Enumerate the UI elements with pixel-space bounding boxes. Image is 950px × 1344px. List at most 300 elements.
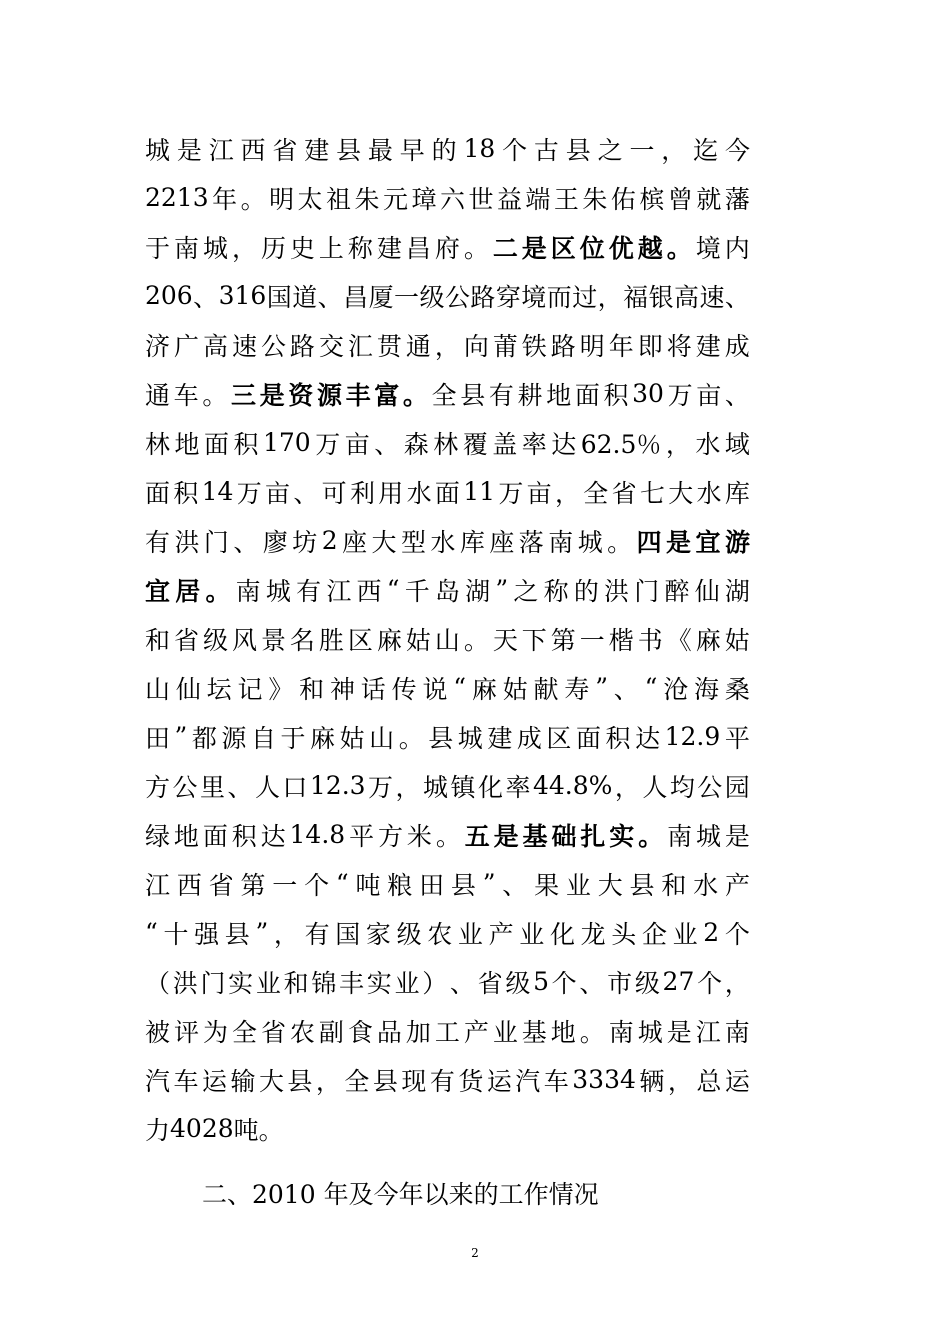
text-token: 将 <box>666 331 692 361</box>
text-token: 高 <box>674 282 700 312</box>
text-token: 昌 <box>343 282 369 312</box>
text-token: 西 <box>356 576 382 606</box>
text-token: 醉 <box>664 576 690 606</box>
bold-text-token: 优 <box>608 233 634 263</box>
text-token: 古 <box>533 135 559 165</box>
text-token: 万 <box>498 478 524 508</box>
text-token: 迄 <box>693 135 719 165</box>
text-token: 一 <box>629 135 655 165</box>
text-token: 公 <box>172 772 198 802</box>
text-token: 。 <box>463 233 489 263</box>
text-token: 就 <box>696 184 722 214</box>
text-token: 化 <box>549 919 575 949</box>
text-token: 个 <box>304 870 330 900</box>
text-token: 汇 <box>347 331 373 361</box>
text-token: 积 <box>231 821 257 851</box>
text-token: 运 <box>724 1066 750 1096</box>
text-token: 。 <box>607 527 633 557</box>
text-token: 记 <box>237 674 263 704</box>
page-number: 2 <box>471 1246 479 1260</box>
text-token: 今 <box>724 135 750 165</box>
text-token: ， <box>667 1066 693 1096</box>
text-token: 端 <box>525 184 551 214</box>
text-token: 利 <box>349 478 375 508</box>
text-token: 速 <box>231 331 257 361</box>
bold-text-token: 是 <box>666 527 692 557</box>
text-token: 库 <box>459 527 485 557</box>
text-token: 汽 <box>145 1066 171 1096</box>
text-token: 锦 <box>311 968 337 998</box>
text-token: 3334 <box>572 1065 636 1094</box>
bold-text-token: 区 <box>550 233 576 263</box>
text-token: 镇 <box>450 772 476 802</box>
text-token: 天 <box>492 625 518 655</box>
text-token: 城 <box>637 1017 663 1047</box>
text-line <box>145 1006 750 1055</box>
text-token: 南 <box>173 233 199 263</box>
text-token: 达 <box>551 429 577 459</box>
text-token: 2 <box>703 918 720 947</box>
text-token: 面 <box>575 723 601 753</box>
text-token: 仙 <box>175 674 201 704</box>
text-token: 面 <box>145 478 171 508</box>
text-token: 名 <box>289 625 315 655</box>
text-token: 是 <box>724 821 750 851</box>
text-token: 、 <box>724 282 750 312</box>
bold-text-token: 二 <box>492 233 518 263</box>
text-token: 朱 <box>354 184 380 214</box>
text-token: 城 <box>423 772 449 802</box>
text-token: 产 <box>724 870 750 900</box>
text-token: 级 <box>419 282 445 312</box>
text-token: 林 <box>145 429 171 459</box>
text-token: 福 <box>623 282 649 312</box>
text-token: 盖 <box>492 429 518 459</box>
text-token: ” <box>482 869 496 898</box>
bold-text-token: 础 <box>551 821 577 851</box>
text-token: 林 <box>433 429 459 459</box>
text-token: 、 <box>193 282 219 312</box>
text-token: 方 <box>378 821 404 851</box>
text-token: 个 <box>724 919 750 949</box>
text-token: 个 <box>697 968 723 998</box>
text-token: 170 <box>263 428 311 457</box>
text-token: ， <box>597 282 623 312</box>
text-token: 史 <box>289 233 315 263</box>
text-token: 产 <box>488 919 514 949</box>
text-token: 江 <box>208 135 234 165</box>
text-line <box>145 614 750 663</box>
text-token: 县 <box>336 135 362 165</box>
text-token: 11 <box>463 477 496 506</box>
text-line <box>145 467 750 516</box>
text-token: 县 <box>629 870 655 900</box>
text-token: 之 <box>513 576 539 606</box>
text-token: “ <box>453 673 467 702</box>
text-token: 企 <box>641 919 667 949</box>
text-token: 水 <box>430 527 456 557</box>
text-token: 朱 <box>582 184 608 214</box>
text-token: 达 <box>260 821 286 851</box>
text-token: 早 <box>399 135 425 165</box>
text-token: 国 <box>266 282 292 312</box>
text-token: 运 <box>201 1066 227 1096</box>
bold-text-token: 。 <box>402 380 428 410</box>
text-token: 南 <box>667 821 693 851</box>
text-token: 辆 <box>639 1066 665 1096</box>
text-token: 级 <box>505 968 531 998</box>
text-token: 。 <box>202 380 228 410</box>
text-token: 面 <box>204 429 230 459</box>
text-token: 元 <box>383 184 409 214</box>
text-token: 麻 <box>471 674 497 704</box>
bold-text-token: 是 <box>521 233 547 263</box>
text-token: 省 <box>260 1017 286 1047</box>
text-token: 316 <box>218 281 267 310</box>
text-token: 206 <box>145 281 193 310</box>
text-line <box>145 516 750 565</box>
text-token: 。 <box>240 184 266 214</box>
text-token: ， <box>273 919 299 949</box>
text-token: 被 <box>145 1017 171 1047</box>
text-token: 实 <box>228 968 254 998</box>
text-token: 亩 <box>696 380 722 410</box>
text-token: 平 <box>349 821 375 851</box>
text-token: 建 <box>304 135 330 165</box>
text-token: 评 <box>173 1017 199 1047</box>
text-token: 12.9 <box>664 722 721 751</box>
text-token: 府 <box>434 233 460 263</box>
text-token: 实 <box>366 968 392 998</box>
bold-text-token: 四 <box>636 527 662 557</box>
text-token: 级 <box>202 625 228 655</box>
text-token: 力 <box>145 1115 171 1145</box>
text-line <box>145 908 750 957</box>
text-token: ” <box>174 722 188 751</box>
text-token: 南 <box>235 576 261 606</box>
text-token: 都 <box>191 723 217 753</box>
text-line <box>145 761 750 810</box>
text-token: 人 <box>642 772 668 802</box>
text-token: 年 <box>212 184 238 214</box>
text-token: 《 <box>666 625 692 655</box>
text-token: 头 <box>611 919 637 949</box>
text-token: 》 <box>268 674 294 704</box>
text-token: 万 <box>368 772 394 802</box>
text-token: 穿 <box>495 282 521 312</box>
text-token: 大 <box>668 478 694 508</box>
text-token: 县 <box>460 380 486 410</box>
text-token: 速 <box>699 282 725 312</box>
text-token: 车 <box>543 1066 569 1096</box>
text-token: 寿 <box>564 674 590 704</box>
text-token: 称 <box>347 233 373 263</box>
text-token: 业 <box>565 870 591 900</box>
text-token: 济 <box>145 331 171 361</box>
text-token: 、 <box>449 968 475 998</box>
text-token: 产 <box>463 1017 489 1047</box>
bold-text-token: 。 <box>638 821 664 851</box>
text-token: 廖 <box>262 527 288 557</box>
text-token: 积 <box>605 723 631 753</box>
text-token: 5 <box>533 967 549 996</box>
text-token: 车 <box>173 380 199 410</box>
text-token: 14 <box>201 477 234 506</box>
text-token: 全 <box>231 1017 257 1047</box>
text-token: 水 <box>406 478 432 508</box>
text-token: 城 <box>202 233 228 263</box>
text-token: ， <box>665 429 691 459</box>
text-token: 十 <box>163 919 189 949</box>
bold-text-token: 丰 <box>345 380 371 410</box>
text-token: 湖 <box>465 576 491 606</box>
text-token: 运 <box>486 1066 512 1096</box>
text-token: 年 <box>608 331 634 361</box>
text-line <box>145 712 750 761</box>
text-token: 公 <box>697 772 723 802</box>
text-token: 洪 <box>174 527 200 557</box>
text-token: 交 <box>318 331 344 361</box>
text-token: 太 <box>297 184 323 214</box>
text-token: 景 <box>260 625 286 655</box>
text-token: 莆 <box>492 331 518 361</box>
text-token: ， <box>661 135 687 165</box>
text-token: 之 <box>597 135 623 165</box>
text-token: ， <box>395 772 421 802</box>
text-token: 和 <box>283 968 309 998</box>
text-token: 积 <box>173 478 199 508</box>
text-token: 麻 <box>695 625 721 655</box>
text-token: 麻 <box>310 723 336 753</box>
text-token: 、 <box>233 527 259 557</box>
text-token: 姑 <box>405 625 431 655</box>
text-token: 传 <box>391 674 417 704</box>
bold-text-token: 游 <box>724 527 750 557</box>
text-token: 。 <box>398 723 424 753</box>
text-token: “ <box>644 673 658 702</box>
text-line <box>145 859 750 908</box>
bold-text-token: 居 <box>175 576 201 606</box>
text-token: 自 <box>250 723 276 753</box>
text-line <box>145 369 750 418</box>
text-token: 城 <box>695 821 721 851</box>
text-token: 副 <box>318 1017 344 1047</box>
text-token: 路 <box>470 282 496 312</box>
text-token: 山 <box>369 723 395 753</box>
bold-text-token: 越 <box>637 233 663 263</box>
text-token: 省 <box>611 478 637 508</box>
text-token: 是 <box>176 135 202 165</box>
text-token: 座 <box>342 527 368 557</box>
text-token: 过 <box>572 282 598 312</box>
text-token: 食 <box>347 1017 373 1047</box>
body-text <box>145 124 750 1153</box>
text-token: 、 <box>293 478 319 508</box>
text-token: 向 <box>463 331 489 361</box>
text-token: 业 <box>672 919 698 949</box>
text-token: 沧 <box>663 674 689 704</box>
text-token: 书 <box>637 625 663 655</box>
text-token: 通 <box>145 380 171 410</box>
text-token: ” <box>255 918 269 947</box>
text-token: 洪 <box>172 968 198 998</box>
text-token: 藩 <box>724 184 750 214</box>
text-token: 水 <box>693 870 719 900</box>
text-token: 洪 <box>604 576 630 606</box>
text-token: 全 <box>344 1066 370 1096</box>
text-token: 工 <box>434 1017 460 1047</box>
text-token: 一 <box>272 870 298 900</box>
text-token: 库 <box>724 478 750 508</box>
section-heading: 二、2010 年及今年以来的工作情况 <box>202 1180 599 1209</box>
text-token: 全 <box>431 380 457 410</box>
text-token: ， <box>614 772 640 802</box>
text-token: 南 <box>724 1017 750 1047</box>
text-token: 建 <box>487 723 513 753</box>
text-token: 楷 <box>608 625 634 655</box>
text-token: 率 <box>521 429 547 459</box>
text-token: 。 <box>258 1115 284 1145</box>
text-token: 车 <box>173 1066 199 1096</box>
text-token: 姑 <box>339 723 365 753</box>
text-token: 省 <box>477 968 503 998</box>
text-token: 说 <box>422 674 448 704</box>
text-token: 省 <box>208 870 234 900</box>
text-line <box>145 271 750 320</box>
text-token: 大 <box>371 527 397 557</box>
text-token: 吨 <box>355 870 381 900</box>
text-token: 通 <box>405 331 431 361</box>
text-token: 货 <box>458 1066 484 1096</box>
text-token: 贯 <box>376 331 402 361</box>
text-token: 门 <box>203 527 229 557</box>
text-token: 。 <box>463 625 489 655</box>
text-token: 历 <box>260 233 286 263</box>
text-token: 44.8% <box>532 771 613 800</box>
text-token: 高 <box>202 331 228 361</box>
text-token: 建 <box>376 233 402 263</box>
text-token: 农 <box>427 919 453 949</box>
text-token: 业 <box>394 968 420 998</box>
text-token: 亩 <box>526 478 552 508</box>
text-token: 县 <box>565 135 591 165</box>
text-token: 有 <box>304 919 330 949</box>
text-line <box>145 810 750 859</box>
text-token: 公 <box>444 282 470 312</box>
text-token: 平 <box>724 723 750 753</box>
text-token: 城 <box>577 527 603 557</box>
text-token: ， <box>231 233 257 263</box>
text-token: 下 <box>521 625 547 655</box>
text-token: 铁 <box>521 331 547 361</box>
text-token: 建 <box>695 331 721 361</box>
text-token: 桑 <box>724 674 750 704</box>
text-token: 有 <box>296 576 322 606</box>
text-token: 、 <box>317 282 343 312</box>
bold-text-token: 实 <box>609 821 635 851</box>
text-token: 落 <box>518 527 544 557</box>
text-token: 4028 <box>170 1114 234 1143</box>
text-token: 山 <box>145 674 171 704</box>
text-token: 面 <box>434 478 460 508</box>
text-token: 有 <box>429 1066 455 1096</box>
text-token: 、 <box>502 870 528 900</box>
text-token: 和 <box>299 674 325 704</box>
text-token: 西 <box>240 135 266 165</box>
text-token: 昌 <box>405 233 431 263</box>
text-token: 业 <box>492 1017 518 1047</box>
text-token: 县 <box>224 919 250 949</box>
text-token: 曾 <box>667 184 693 214</box>
text-token: 绿 <box>145 821 171 851</box>
text-token: 面 <box>574 380 600 410</box>
text-token: 于 <box>280 723 306 753</box>
text-token: 口 <box>282 772 308 802</box>
text-line <box>145 222 750 271</box>
text-token: 县 <box>450 870 476 900</box>
text-token: 省 <box>272 135 298 165</box>
text-token: 业 <box>519 919 545 949</box>
text-line <box>145 1104 750 1153</box>
text-token: 于 <box>145 233 171 263</box>
text-line <box>145 124 750 173</box>
text-token: ， <box>315 1066 341 1096</box>
text-token: 璋 <box>411 184 437 214</box>
text-token: 王 <box>553 184 579 214</box>
bold-text-token: 源 <box>316 380 342 410</box>
text-token: 汽 <box>515 1066 541 1096</box>
text-token: 田 <box>145 723 171 753</box>
bold-text-token: 资 <box>288 380 314 410</box>
text-token: 的 <box>431 135 457 165</box>
text-token: 西 <box>176 870 202 900</box>
text-token: 成 <box>724 331 750 361</box>
text-token: 和 <box>145 625 171 655</box>
text-token: 大 <box>597 870 623 900</box>
text-token: 全 <box>583 478 609 508</box>
text-token: 市 <box>607 968 633 998</box>
text-token: 区 <box>347 625 373 655</box>
text-token: 境 <box>695 233 721 263</box>
text-token: 姑 <box>724 625 750 655</box>
text-token: 万 <box>236 478 262 508</box>
text-token: 家 <box>365 919 391 949</box>
text-line <box>145 663 750 712</box>
bold-text-token: 富 <box>374 380 400 410</box>
text-token: 14.8 <box>289 820 346 849</box>
text-token: 地 <box>173 821 199 851</box>
text-token: 城 <box>265 576 291 606</box>
text-token: 化 <box>477 772 503 802</box>
text-token: 第 <box>240 870 266 900</box>
text-line <box>145 1055 750 1104</box>
text-token: 2213 <box>145 183 209 212</box>
text-token: 麻 <box>376 625 402 655</box>
text-token: 省 <box>173 625 199 655</box>
text-token: 湖 <box>724 576 750 606</box>
text-token: 27 <box>662 967 695 996</box>
text-token: 称 <box>543 576 569 606</box>
bold-text-token: 宜 <box>145 576 171 606</box>
text-token: 道 <box>292 282 318 312</box>
text-token: 园 <box>724 772 750 802</box>
text-token: 话 <box>360 674 386 704</box>
text-token: 耕 <box>517 380 543 410</box>
text-token: 门 <box>634 576 660 606</box>
text-token: 七 <box>639 478 665 508</box>
text-token: 胜 <box>318 625 344 655</box>
text-line <box>145 173 750 222</box>
